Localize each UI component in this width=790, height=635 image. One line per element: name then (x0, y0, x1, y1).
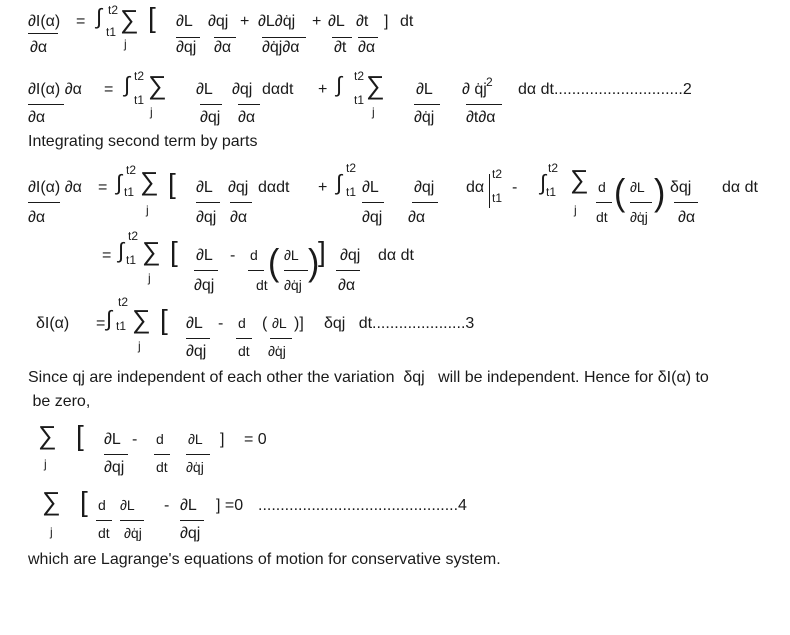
eq1-f4-bar (332, 37, 352, 38)
eq3-dadt: dαdt (258, 179, 290, 196)
eq2-f4-superscript: 2 (486, 75, 493, 89)
eq3-f2-numerator: ∂qj (228, 179, 249, 196)
eq2-f1-bar (200, 104, 222, 105)
eq3-lhs-denominator: ∂α (28, 209, 46, 226)
eq3-d-denominator: dt (596, 209, 608, 225)
eq6-index: j (44, 457, 47, 471)
eq6-f1-bar (104, 454, 128, 455)
eq5-d-denominator: dt (238, 343, 250, 359)
eq3-upper-limit: t2 (126, 163, 137, 177)
eq4-minus: - (230, 247, 236, 264)
eq1-f2-denominator: ∂α (214, 39, 232, 56)
eq7-index: j (50, 525, 53, 539)
eq3-lhs-fraction-bar (28, 202, 60, 203)
eq4-tail: dα dt (378, 247, 414, 264)
eq2-f1-denominator: ∂qj (200, 109, 221, 126)
eq3-lower-limit-3: t1 (546, 185, 557, 199)
eq2-f4-bar (466, 104, 502, 105)
eq3-p-bar (630, 202, 652, 203)
eq3-d-numerator: d (598, 179, 606, 195)
eq1-lower-limit: t1 (106, 25, 117, 39)
eq3-eval-lower: t1 (492, 191, 503, 205)
eq5-f1-denominator: ∂qj (186, 343, 207, 360)
eq7-d-bar (96, 520, 112, 521)
eq6-sigma: ∑ (38, 420, 57, 450)
eq3-f3-bar (362, 202, 384, 203)
eq5-d-bar (236, 338, 252, 339)
eq4-p-bar (284, 270, 308, 271)
eq1-f4-numerator: ∂L (328, 13, 345, 30)
eq2-index-2: j (372, 105, 375, 119)
eq2-lhs-fraction-bar (28, 104, 64, 105)
eq1-lhs-denominator: ∂α (30, 39, 48, 56)
eq3-left-paren: ( (614, 171, 626, 214)
eq7-p-bar (120, 520, 144, 521)
eq6-p-denominator: ∂q̇j (186, 459, 204, 475)
eq2-plus: + (318, 81, 328, 98)
eq3-sigma: ∑ (140, 166, 159, 196)
eq3-f3-numerator: ∂L (362, 179, 379, 196)
eq5-p-bar (270, 338, 292, 339)
eq4-upper-limit: t2 (128, 229, 139, 243)
eq2-lower-limit-2: t1 (354, 93, 365, 107)
eq2-lhs-denominator: ∂α (28, 109, 46, 126)
eq3-equals: = (98, 179, 108, 196)
eq4-f1-bar (194, 270, 218, 271)
eq1-lhs-fraction-bar (28, 33, 58, 34)
eq2-lower-limit: t1 (134, 93, 145, 107)
eq1-plus-1: + (240, 13, 250, 30)
eq1-sigma: ∑ (120, 4, 139, 34)
eq3-p-denominator: ∂q̇j (630, 209, 648, 225)
eq3-f4-numerator: ∂qj (414, 179, 435, 196)
eq3-integral: ∫ (116, 170, 123, 195)
eq1-f5-bar (358, 37, 378, 38)
eq7-d-numerator: d (98, 497, 106, 513)
eq3-integral-3: ∫ (540, 170, 547, 195)
eq2-f1-numerator: ∂L (196, 81, 213, 98)
eq2-f2-bar (238, 104, 260, 105)
eq1-f3-bar (262, 37, 306, 38)
eq4-f2-bar (336, 270, 360, 271)
eq4-open-bracket: [ (170, 236, 178, 267)
eq3-lower-limit: t1 (124, 185, 135, 199)
eq3-p-numerator: ∂L (630, 179, 645, 195)
eq7-f1-denominator: ∂qj (180, 525, 201, 542)
eq5-lower-limit: t1 (116, 319, 127, 333)
eq3-dalpha: dα (466, 179, 485, 196)
eq3-open-bracket: [ (168, 168, 176, 199)
eq3-plus: + (318, 179, 328, 196)
eq5-index: j (138, 339, 141, 353)
eq3-f4-bar (412, 202, 438, 203)
eq7-close: ] =0 (216, 497, 244, 514)
paragraph-line-1: Since qj are independent of each other the variation δqj will be independent. Hence for δI(α) to (28, 369, 709, 386)
eq2-integral-2: ∫ (336, 72, 343, 97)
eq4-f1-numerator: ∂L (196, 247, 213, 264)
eq6-minus: - (132, 431, 138, 448)
eq1-close-bracket: ] (384, 13, 389, 30)
eq3-evaluation-bar (489, 174, 490, 208)
eq2-f4-numerator: ∂ q̇j (462, 81, 487, 98)
conclusion-text: which are Lagrange's equations of motion for conservative system. (28, 551, 501, 568)
eq5-upper-limit: t2 (118, 295, 129, 309)
eq4-f1-denominator: ∂qj (194, 277, 215, 294)
eq7-p-numerator: ∂L (120, 497, 135, 513)
eq2-upper-limit-2: t2 (354, 69, 365, 83)
eq2-equals: = (104, 81, 114, 98)
eq1-f2-numerator: ∂qj (208, 13, 229, 30)
eq6-f1-numerator: ∂L (104, 431, 121, 448)
eq3-integral-2: ∫ (336, 170, 343, 195)
eq4-integral: ∫ (118, 238, 125, 263)
eq7-tail: .............................................4 (258, 497, 467, 514)
eq3-upper-limit-3: t2 (548, 161, 559, 175)
eq7-f1-bar (180, 520, 204, 521)
eq7-open-bracket: [ (80, 486, 88, 517)
eq2-tail: dα dt.............................2 (518, 81, 692, 98)
eq7-minus: - (164, 497, 170, 514)
eq1-f4-denominator: ∂t (334, 39, 347, 56)
eq1-f3-denominator: ∂q̇j∂α (262, 39, 300, 56)
eq2-upper-limit: t2 (134, 69, 145, 83)
eq6-d-numerator: d (156, 431, 164, 447)
eq3-sigma-3: ∑ (570, 164, 589, 194)
eq5-open-bracket: [ (160, 304, 168, 335)
eq4-p-numerator: ∂L (284, 247, 299, 263)
eq3-upper-limit-2: t2 (346, 161, 357, 175)
eq6-p-bar (186, 454, 210, 455)
eq3-lower-limit-2: t1 (346, 185, 357, 199)
eq1-dt: dt (400, 13, 414, 30)
eq6-p-numerator: ∂L (188, 431, 203, 447)
eq5-p-denominator: ∂q̇j (268, 343, 286, 359)
eq3-lhs-numerator: ∂I(α) ∂α (28, 179, 82, 196)
eq1-f5-denominator: ∂α (358, 39, 376, 56)
eq3-right-paren: ) (654, 171, 666, 214)
eq6-rhs: = 0 (244, 431, 267, 448)
text-integrating-by-parts: Integrating second term by parts (28, 133, 258, 150)
eq4-equals: = (102, 247, 112, 264)
eq1-integral: ∫ (96, 4, 103, 29)
eq1-f5-numerator: ∂t (356, 13, 369, 30)
eq6-open-bracket: [ (76, 420, 84, 451)
eq4-d-bar (248, 270, 264, 271)
eq5-lhs: δI(α) (36, 315, 70, 332)
eq4-right-paren: ) (308, 241, 320, 284)
eq7-p-denominator: ∂q̇j (124, 525, 142, 541)
eq7-sigma: ∑ (42, 486, 61, 516)
eq3-d-bar (596, 202, 612, 203)
eq5-close: )] (294, 315, 304, 332)
eq4-f2-numerator: ∂qj (340, 247, 361, 264)
eq2-f4-denominator: ∂t∂α (466, 109, 496, 126)
eq2-sigma-2: ∑ (366, 70, 385, 100)
eq4-d-denominator: dt (256, 277, 268, 293)
eq5-minus: - (218, 315, 224, 332)
eq2-f3-numerator: ∂L (416, 81, 433, 98)
eq6-d-denominator: dt (156, 459, 168, 475)
eq3-index-3: j (574, 203, 577, 217)
eq3-minus: - (512, 179, 518, 196)
eq3-f4-denominator: ∂α (408, 209, 426, 226)
eq5-f1-numerator: ∂L (186, 315, 203, 332)
eq6-d-bar (154, 454, 170, 455)
eq5-tail: δqj dt.....................3 (324, 315, 475, 332)
eq5-integral: ∫ (106, 306, 113, 331)
eq2-lhs-numerator: ∂I(α) ∂α (28, 81, 82, 98)
eq1-upper-limit: t2 (108, 3, 119, 17)
eq5-left-paren: ( (262, 315, 268, 332)
eq3-dq-numerator: δqj (670, 179, 692, 196)
eq3-eval-upper: t2 (492, 167, 503, 181)
paragraph-line-2: be zero, (28, 393, 91, 410)
eq1-f2-bar (214, 37, 236, 38)
eq6-close-bracket: ] (220, 431, 225, 448)
eq3-index: j (146, 203, 149, 217)
eq1-f1-bar (176, 37, 200, 38)
eq1-f1-denominator: ∂qj (176, 39, 197, 56)
eq7-f1-numerator: ∂L (180, 497, 197, 514)
eq1-index: j (124, 37, 127, 51)
eq3-tail: dα dt (722, 179, 758, 196)
eq4-f2-denominator: ∂α (338, 277, 356, 294)
eq2-f2-numerator: ∂qj (232, 81, 253, 98)
eq6-f1-denominator: ∂qj (104, 459, 125, 476)
eq4-index: j (148, 271, 151, 285)
eq7-d-denominator: dt (98, 525, 110, 541)
eq2-f2-denominator: ∂α (238, 109, 256, 126)
eq3-f3-denominator: ∂qj (362, 209, 383, 226)
eq2-sigma: ∑ (148, 70, 167, 100)
eq1-open-bracket: [ (148, 2, 156, 33)
eq4-sigma: ∑ (142, 236, 161, 266)
eq5-p-numerator: ∂L (272, 315, 287, 331)
eq2-f3-bar (414, 104, 440, 105)
eq3-f2-denominator: ∂α (230, 209, 248, 226)
eq5-f1-bar (186, 338, 210, 339)
eq3-dq-bar (674, 202, 698, 203)
eq4-d-numerator: d (250, 247, 258, 263)
eq3-f1-numerator: ∂L (196, 179, 213, 196)
eq2-dadt: dαdt (262, 81, 294, 98)
eq4-close-bracket: ] (318, 236, 326, 267)
eq1-f1-numerator: ∂L (176, 13, 193, 30)
eq3-f2-bar (230, 202, 252, 203)
eq5-d-numerator: d (238, 315, 246, 331)
eq4-lower-limit: t1 (126, 253, 137, 267)
eq3-f1-denominator: ∂qj (196, 209, 217, 226)
eq1-plus-2: + (312, 13, 322, 30)
eq4-left-paren: ( (268, 241, 280, 284)
eq1-f3-numerator: ∂L∂q̇j (258, 13, 296, 30)
eq5-equals: = (96, 315, 106, 332)
eq3-f1-bar (196, 202, 220, 203)
eq1-equals: = (76, 13, 86, 30)
eq3-dq-denominator: ∂α (678, 209, 696, 226)
eq1-lhs-numerator: ∂I(α) (28, 13, 61, 30)
eq2-index: j (150, 105, 153, 119)
eq5-sigma: ∑ (132, 304, 151, 334)
eq2-f3-denominator: ∂q̇j (414, 109, 435, 126)
eq4-p-denominator: ∂q̇j (284, 277, 302, 293)
eq2-integral: ∫ (124, 72, 131, 97)
